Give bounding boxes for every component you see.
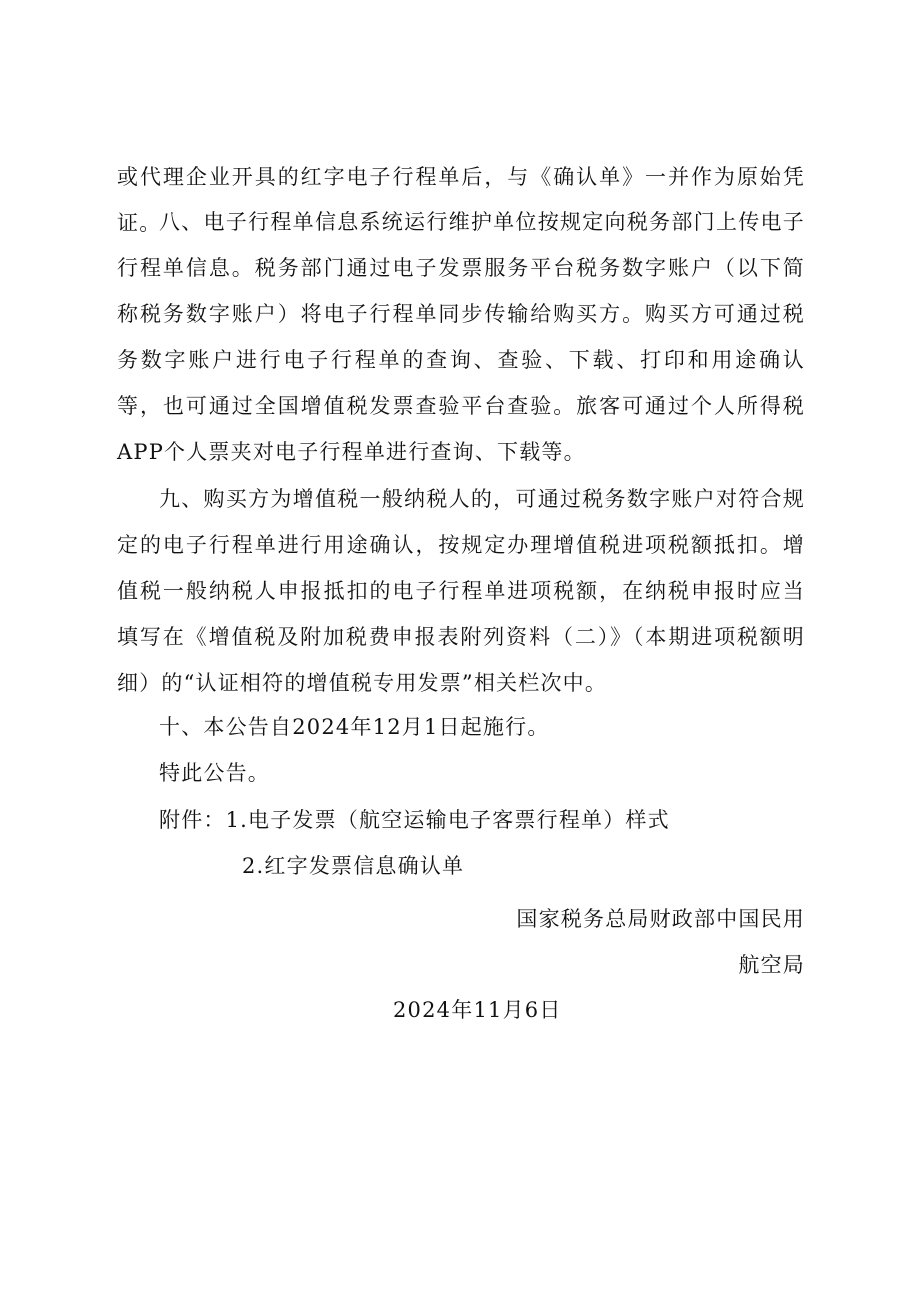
closing-text: 特此公告。 bbox=[159, 761, 270, 785]
attachment-item-1: 附件：1.电子发票（航空运输电子客票行程单）样式 bbox=[159, 808, 670, 832]
signature-line-2: 航空局 bbox=[738, 953, 805, 977]
attachment-item-2: 2.红字发票信息确认单 bbox=[242, 854, 465, 878]
paragraph-continued: 或代理企业开具的红字电子行程单后，与《确认单》一并作为原始凭证。 bbox=[117, 165, 805, 235]
signature-line-1: 国家税务总局财政部中国民用 bbox=[516, 907, 805, 931]
paragraph-8: 八、电子行程单信息系统运行维护单位按规定向税务部门上传电子行程单信息。税务部门通过电子发票服务平台税务数字账户（以下简称税务数字账户）将电子行程单同步传输给购买方。购买方可通过税务数字账户进行电子行程单的查询、查验、下载、打印和用途确认等，也可通过全国增值税发票查验平台查验。旅客可通过个人所得税APP个人票夹对电子行程单进行查询、下载等。 bbox=[117, 210, 805, 464]
paragraph-9: 九、购买方为增值税一般纳税人的，可通过税务数字账户对符合规定的电子行程单进行用途确认，按规定办理增值税进项税额抵扣。增值税一般纳税人申报抵扣的电子行程单进项税额，在纳税申报时应当填写在《增值税及附加税费申报表附列资料（二）》（本期进项税额明细）的“认证相符的增值税专用发票”相关栏次中。 bbox=[117, 487, 805, 695]
document-date: 2024年11月6日 bbox=[393, 998, 562, 1022]
paragraph-10: 十、本公告自2024年12月1日起施行。 bbox=[159, 715, 550, 739]
